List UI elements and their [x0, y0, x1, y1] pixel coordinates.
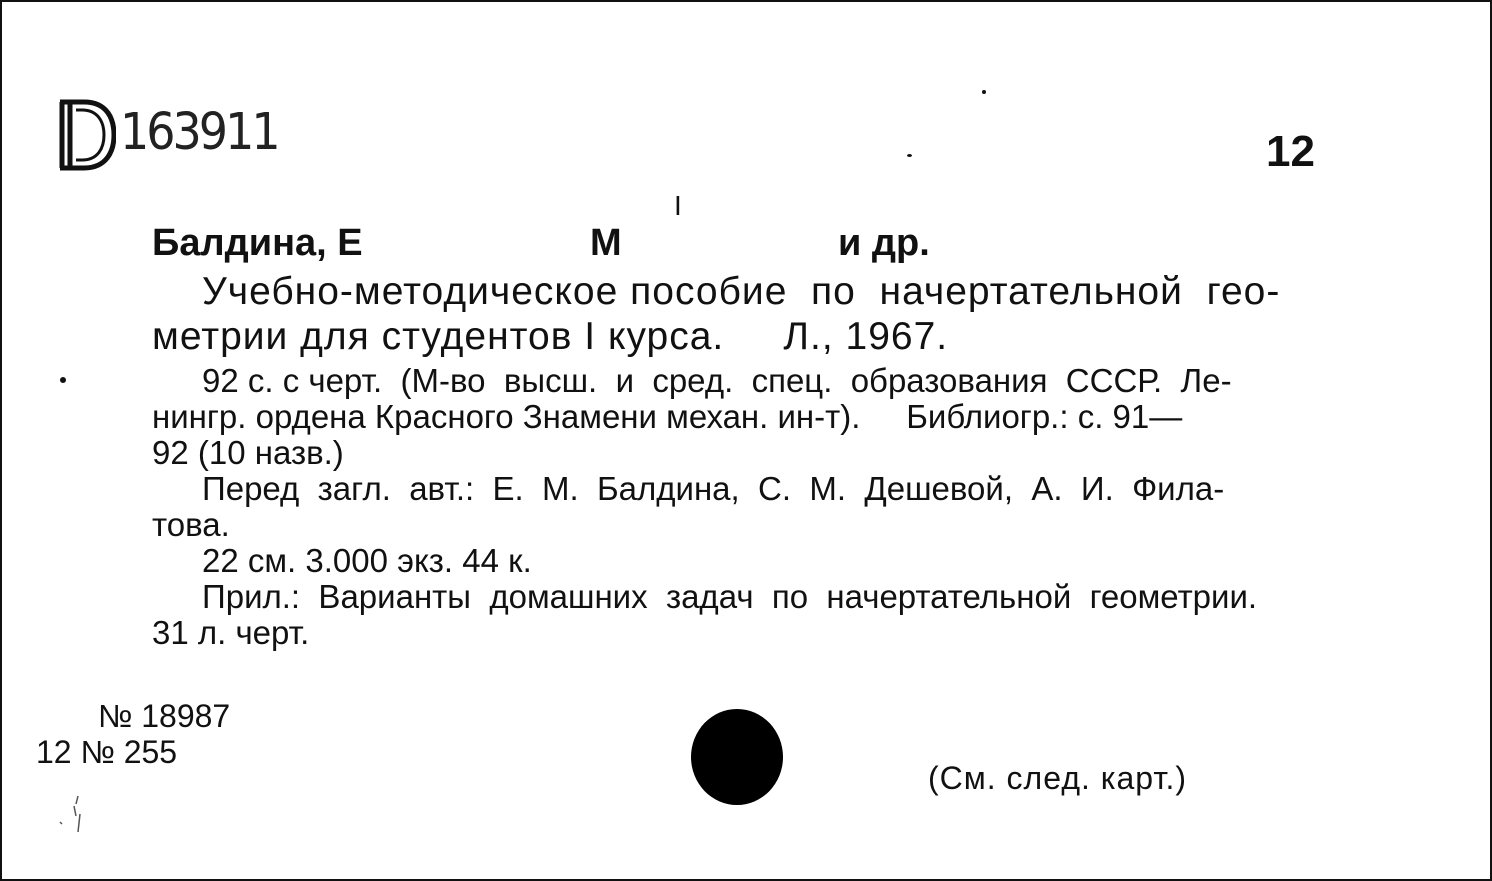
margin-dot [60, 377, 66, 383]
title-line: Учебно-методическое пособие по начертательной гео- [202, 270, 1281, 313]
continued-note: (См. след. карт.) [928, 760, 1188, 796]
secondary-number: 12 № 255 [36, 734, 178, 770]
note-line: това. [152, 506, 230, 543]
library-mark-d-icon [56, 98, 116, 172]
description-line: 92 с. с черт. (М-во высш. и сред. спец. образования СССР. Ле- [202, 362, 1232, 399]
pencil-mark-icon [56, 794, 88, 834]
note-line: Перед загл. авт.: Е. М. Балдина, С. М. Дешевой, А. И. Фила- [202, 470, 1225, 507]
author-name: Балдина, Е [152, 222, 363, 264]
author-initial: М [590, 222, 622, 264]
handwritten-code: 163911 [120, 101, 278, 161]
speck [982, 90, 986, 94]
title-line: метрии для студентов I курса. Л., 1967. [152, 315, 949, 358]
description-line: нингр. ордена Красного Знамени механ. ин-т). Библиогр.: с. 91— [152, 398, 1183, 435]
size-line: 22 см. 3.000 экз. 44 к. [202, 542, 532, 579]
author-et-al: и др. [838, 222, 930, 264]
punch-hole [691, 709, 783, 805]
card-number: 12 [1266, 127, 1315, 176]
description-line: 92 (10 назв.) [152, 434, 344, 471]
part-marker: I [674, 190, 682, 221]
appendix-line: 31 л. черт. [152, 614, 310, 651]
appendix-line: Прил.: Варианты домашних задач по начертательной геометрии. [202, 578, 1258, 615]
speck [907, 154, 912, 157]
inventory-number: № 18987 [98, 698, 231, 734]
